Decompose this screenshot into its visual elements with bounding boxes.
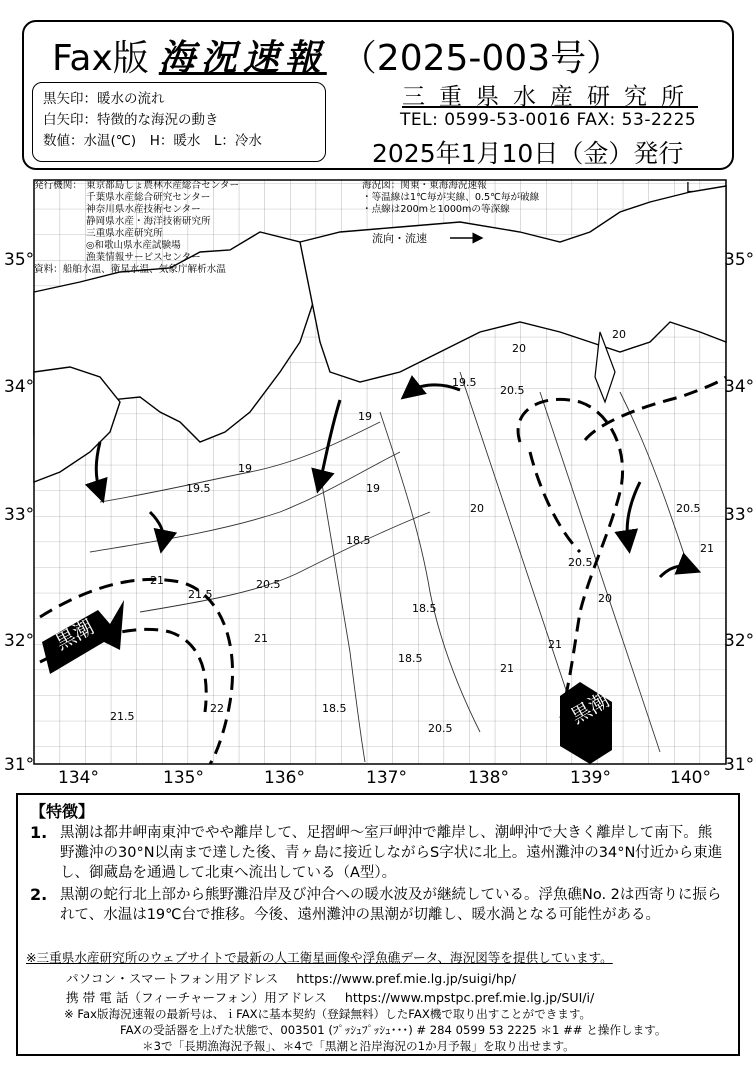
svg-text:19: 19 bbox=[366, 482, 380, 495]
title-number: （2025-003号） bbox=[340, 38, 623, 79]
lon-label: 134° bbox=[58, 768, 99, 788]
chart-info-line: ・等温線は1℃毎が実線、0.5℃毎が破線 bbox=[362, 192, 540, 203]
title-prefix: Fax版 bbox=[52, 38, 149, 79]
lat-label-right: 33° bbox=[724, 505, 755, 525]
fax-note-2: FAXの受話器を上げた状態で、003501 (ﾌﾟｯｼｭﾌﾟｯｼｭ･･･) # 284 0599 53 2225 ＊1 ## と操作します。 bbox=[120, 1023, 667, 1037]
bulletin-title bbox=[52, 30, 622, 81]
svg-text:20.5: 20.5 bbox=[568, 556, 593, 569]
issuer-item: ◎和歌山県水産試験場 bbox=[86, 240, 181, 251]
lon-label: 138° bbox=[468, 768, 509, 788]
svg-text:21: 21 bbox=[254, 632, 268, 645]
sources-text: 船舶水温、衛星水温、気象庁解析水温 bbox=[62, 264, 226, 275]
features-title: 【特徴】 bbox=[30, 802, 95, 821]
svg-text:20.5: 20.5 bbox=[676, 502, 701, 515]
features-panel bbox=[16, 793, 740, 1056]
svg-text:21: 21 bbox=[700, 542, 714, 555]
mobile-url-label: 携 帯 電 話（フィーチャーフォン）用アドレス bbox=[66, 990, 327, 1005]
pc-url-row bbox=[66, 968, 516, 987]
lat-label-left: 32° bbox=[4, 631, 35, 651]
svg-text:20.5: 20.5 bbox=[500, 384, 525, 397]
issuers-block bbox=[34, 180, 239, 276]
lon-label: 135° bbox=[163, 768, 204, 788]
issuer-item: 三重県水産研究所 bbox=[86, 228, 163, 239]
fax-note-1: ※ Fax版海況速報の最新号は、ｉFAXに基本契約（登録無料）したFAX機で取り出すことができます。 bbox=[64, 1007, 592, 1021]
lon-label: 136° bbox=[264, 768, 305, 788]
svg-text:20: 20 bbox=[512, 342, 526, 355]
pc-url-link[interactable]: https://www.pref.mie.lg.jp/suigi/hp/ bbox=[296, 971, 517, 986]
lat-label-left: 34° bbox=[4, 377, 35, 397]
cold-water-mark: L bbox=[686, 181, 694, 196]
issuer-item: 千葉県水産総合研究センター bbox=[86, 192, 211, 203]
kuroshio-label-right: 黒潮 bbox=[566, 687, 614, 729]
svg-text:19.5: 19.5 bbox=[186, 482, 211, 495]
svg-text:18.5: 18.5 bbox=[346, 534, 371, 547]
chart-info-line: ・点線は200mと1000mの等深線 bbox=[362, 204, 510, 215]
lon-label: 140° bbox=[670, 768, 711, 788]
svg-text:19: 19 bbox=[238, 462, 252, 475]
svg-text:20: 20 bbox=[612, 328, 626, 341]
legend-values: 数値：水温(℃) H：暖水 L：冷水 bbox=[43, 133, 262, 149]
legend-black-arrow: 黒矢印：暖水の流れ bbox=[43, 91, 165, 107]
feature-number: 2. bbox=[30, 885, 48, 904]
legend-white-arrow: 白矢印：特徴的な海況の動き bbox=[43, 112, 219, 128]
svg-text:18.5: 18.5 bbox=[412, 602, 437, 615]
pc-url-label: パソコン・スマートフォン用アドレス bbox=[66, 971, 279, 986]
svg-text:22: 22 bbox=[210, 702, 224, 715]
lat-label-left: 31° bbox=[4, 755, 35, 775]
legend-box bbox=[32, 82, 326, 162]
kuroshio-label-left: 黒潮 bbox=[51, 614, 98, 655]
fax-note-3: ＊3で「長期漁海況予報」、＊4で「黒潮と沿岸海況の1か月予報」を取り出せます。 bbox=[142, 1039, 575, 1053]
svg-text:21: 21 bbox=[548, 638, 562, 651]
flow-legend-label: 流向・流速 bbox=[372, 232, 427, 245]
title-main: 海況速報 bbox=[158, 38, 327, 79]
issue-date: 2025年1月10日（金）発行 bbox=[372, 139, 684, 168]
svg-text:20: 20 bbox=[598, 592, 612, 605]
lon-label: 139° bbox=[570, 768, 611, 788]
lat-label-right: 34° bbox=[724, 377, 755, 397]
feature-text: 黒潮は都井岬南東沖でやや離岸して、足摺岬～室戸岬沖で離岸し、潮岬沖で大きく離岸して南下。熊野灘沖の30°N以南まで達した後、青ヶ島に接近しながらS字状に北上。遠州灘沖の34°N付近から東進し、御蔵島を通過して北東へ流出している（A型）。 bbox=[60, 825, 723, 881]
svg-text:18.5: 18.5 bbox=[322, 702, 347, 715]
svg-text:21.5: 21.5 bbox=[110, 710, 135, 723]
issuers-label: 発行機関： bbox=[34, 180, 82, 191]
svg-text:20.5: 20.5 bbox=[256, 578, 281, 591]
sources-label: 資料： bbox=[34, 264, 63, 275]
organization-name: 三重県水産研究所 bbox=[402, 84, 698, 110]
lat-label-right: 32° bbox=[724, 631, 755, 651]
svg-text:21.5: 21.5 bbox=[188, 588, 213, 601]
website-note: ※三重県水産研究所のウェブサイトで最新の人工衛星画像や浮魚礁データ、海況図等を提供しています。 bbox=[26, 950, 613, 965]
svg-text:19.5: 19.5 bbox=[452, 376, 477, 389]
svg-text:21: 21 bbox=[500, 662, 514, 675]
lat-label-right: 35° bbox=[724, 250, 755, 270]
svg-text:21: 21 bbox=[150, 574, 164, 587]
lat-label-left: 33° bbox=[4, 505, 35, 525]
feature-item-1 bbox=[30, 823, 726, 883]
issuer-item: 神奈川県水産技術センター bbox=[86, 204, 201, 215]
feature-number: 1. bbox=[30, 823, 48, 842]
mobile-url-row bbox=[66, 987, 594, 1006]
feature-item-2 bbox=[30, 885, 726, 925]
issuer-item: 東京都島しょ農林水産総合センター bbox=[86, 180, 240, 191]
feature-text: 黒潮の蛇行北上部から熊野灘沿岸及び沖合への暖水波及が継続している。浮魚礁No. 2は西寄りに振られて、水温は19℃台で推移。今後、遠州灘沖の黒潮が切離し、暖水渦となる可能性がある。 bbox=[60, 887, 722, 923]
issuer-item: 静岡県水産・海洋技術研究所 bbox=[86, 216, 211, 227]
lon-label: 137° bbox=[366, 768, 407, 788]
svg-text:20: 20 bbox=[470, 502, 484, 515]
issuer-item: 漁業情報サービスセンター bbox=[86, 252, 201, 263]
svg-text:18.5: 18.5 bbox=[398, 652, 423, 665]
svg-text:19: 19 bbox=[358, 410, 372, 423]
chart-info-line: 海況図：関東・東海海況速報 bbox=[362, 180, 487, 191]
lat-label-right: 31° bbox=[724, 755, 755, 775]
lat-label-left: 35° bbox=[4, 250, 35, 270]
mobile-url-link[interactable]: https://www.mpstpc.pref.mie.lg.jp/SUI/i/ bbox=[344, 990, 595, 1005]
chart-info-block bbox=[362, 180, 539, 216]
svg-text:20.5: 20.5 bbox=[428, 722, 453, 735]
header-panel bbox=[22, 20, 734, 170]
tel-fax: TEL: 0599-53-0016 FAX: 53-2225 bbox=[400, 110, 697, 130]
